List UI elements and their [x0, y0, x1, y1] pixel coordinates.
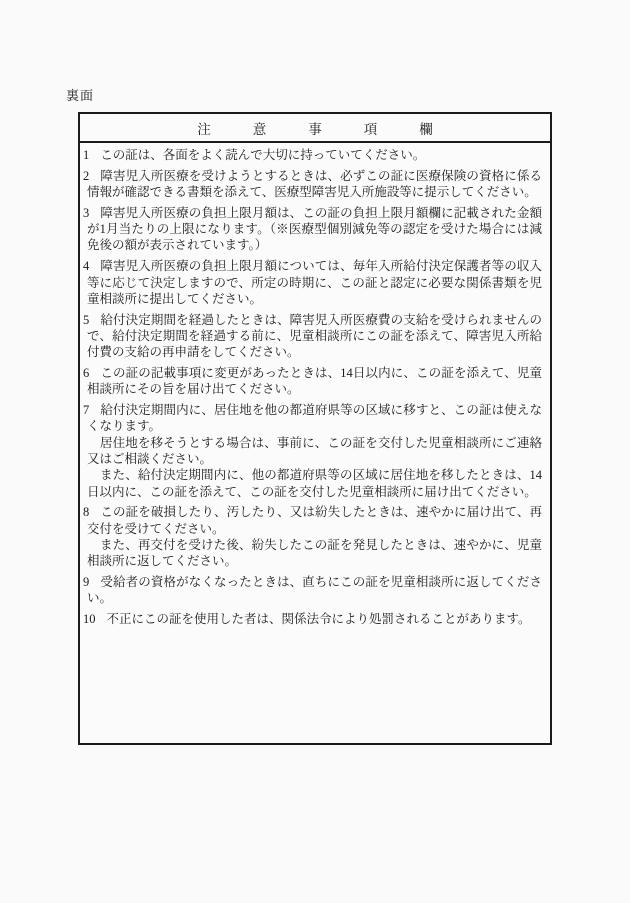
notice-item-7 [83, 402, 542, 500]
item-text: 給付決定期間内に、居住地を他の都道府県等の区域に移すと、この証は使えなくなります。 [87, 403, 542, 434]
notice-item-paragraph [83, 205, 542, 254]
item-text: 障害児入所医療を受けようとするときは、必ずこの証に医療保険の資格に係る情報が確認できる書類を添えて、医療型障害児入所施設等に提示してください。 [87, 168, 542, 200]
item-text: 障害児入所医療の負担上限月額については、毎年入所給付決定保護者等の収入等に応じて決定しますので、所定の時期に、この証と認定に必要な関係書類を児童相談所に提出してください。 [87, 259, 542, 306]
notice-item-paragraph [83, 504, 542, 537]
notice-item-9 [83, 574, 542, 607]
item-number: 6 [83, 366, 90, 381]
notice-item-paragraph: 居住地を移そうとする場合は、事前に、この証を交付した児童相談所にご連絡又はご相談ください。 [87, 435, 542, 467]
notice-content [80, 143, 550, 628]
item-number: 2 [83, 168, 90, 183]
back-side-label: 裏面 [66, 88, 95, 103]
notice-item-paragraph: また、給付決定期間内に、他の都道府県等の区域に居住地を移したときは、14日以内に、この証を添えて、この証を交付した児童相談所に届け出てください。 [87, 468, 542, 499]
notice-item-paragraph [83, 365, 542, 398]
item-text: この証は、各面をよく読んで大切に持っていてください。 [100, 148, 426, 162]
notice-item-paragraph [83, 312, 542, 361]
notice-title: 注 意 事 項 欄 [80, 114, 550, 143]
item-number: 7 [83, 403, 90, 418]
notice-item-1 [83, 147, 542, 163]
item-number: 3 [83, 205, 90, 220]
notice-item-3 [83, 205, 542, 254]
item-text: 障害児入所医療の負担上限月額は、この証の負担上限月額欄に記載された金額が1月当たりの上限になります。（※医療型個別減免等の認定を受けた場合には減免後の額が表示されています。） [87, 205, 542, 253]
item-text: 不正にこの証を使用した者は、関係法令により処罰されることがあります。 [106, 612, 531, 627]
item-text: この証を破損したり、汚したり、又は紛失したときは、速やかに届け出て、再交付を受けてください。 [87, 505, 542, 536]
notice-item-4 [83, 258, 542, 307]
item-number: 1 [83, 148, 90, 162]
notice-item-5 [83, 312, 542, 361]
notice-item-paragraph [83, 402, 542, 435]
notice-box [78, 112, 552, 745]
item-number: 8 [83, 505, 90, 520]
notice-item-paragraph [83, 147, 542, 163]
notice-item-2 [83, 168, 542, 201]
item-text: 受給者の資格がなくなったときは、直ちにこの証を児童相談所に返してください。 [87, 575, 542, 606]
notice-item-paragraph: また、再交付を受けた後、紛失したこの証を発見したときは、速やかに、児童相談所に返してください。 [87, 538, 542, 569]
notice-item-paragraph [83, 168, 542, 201]
item-number: 5 [83, 312, 90, 327]
notice-item-paragraph [83, 574, 542, 607]
item-text: この証の記載事項に変更があったときは、14日以内に、この証を添えて、児童相談所にその旨を届け出てください。 [87, 366, 542, 397]
item-number: 4 [83, 259, 90, 274]
item-number: 9 [83, 575, 90, 590]
item-number: 10 [83, 612, 96, 627]
notice-item-6 [83, 365, 542, 398]
notice-item-paragraph [83, 611, 542, 627]
notice-item-10 [83, 611, 542, 627]
item-text: 給付決定期間を経過したときは、障害児入所医療費の支給を受けられませんので、給付決定期間を経過する前に、児童相談所にこの証を添えて、障害児入所給付費の支給の再申請をしてください。 [87, 312, 542, 360]
notice-item-8 [83, 504, 542, 569]
notice-item-paragraph [83, 258, 542, 307]
